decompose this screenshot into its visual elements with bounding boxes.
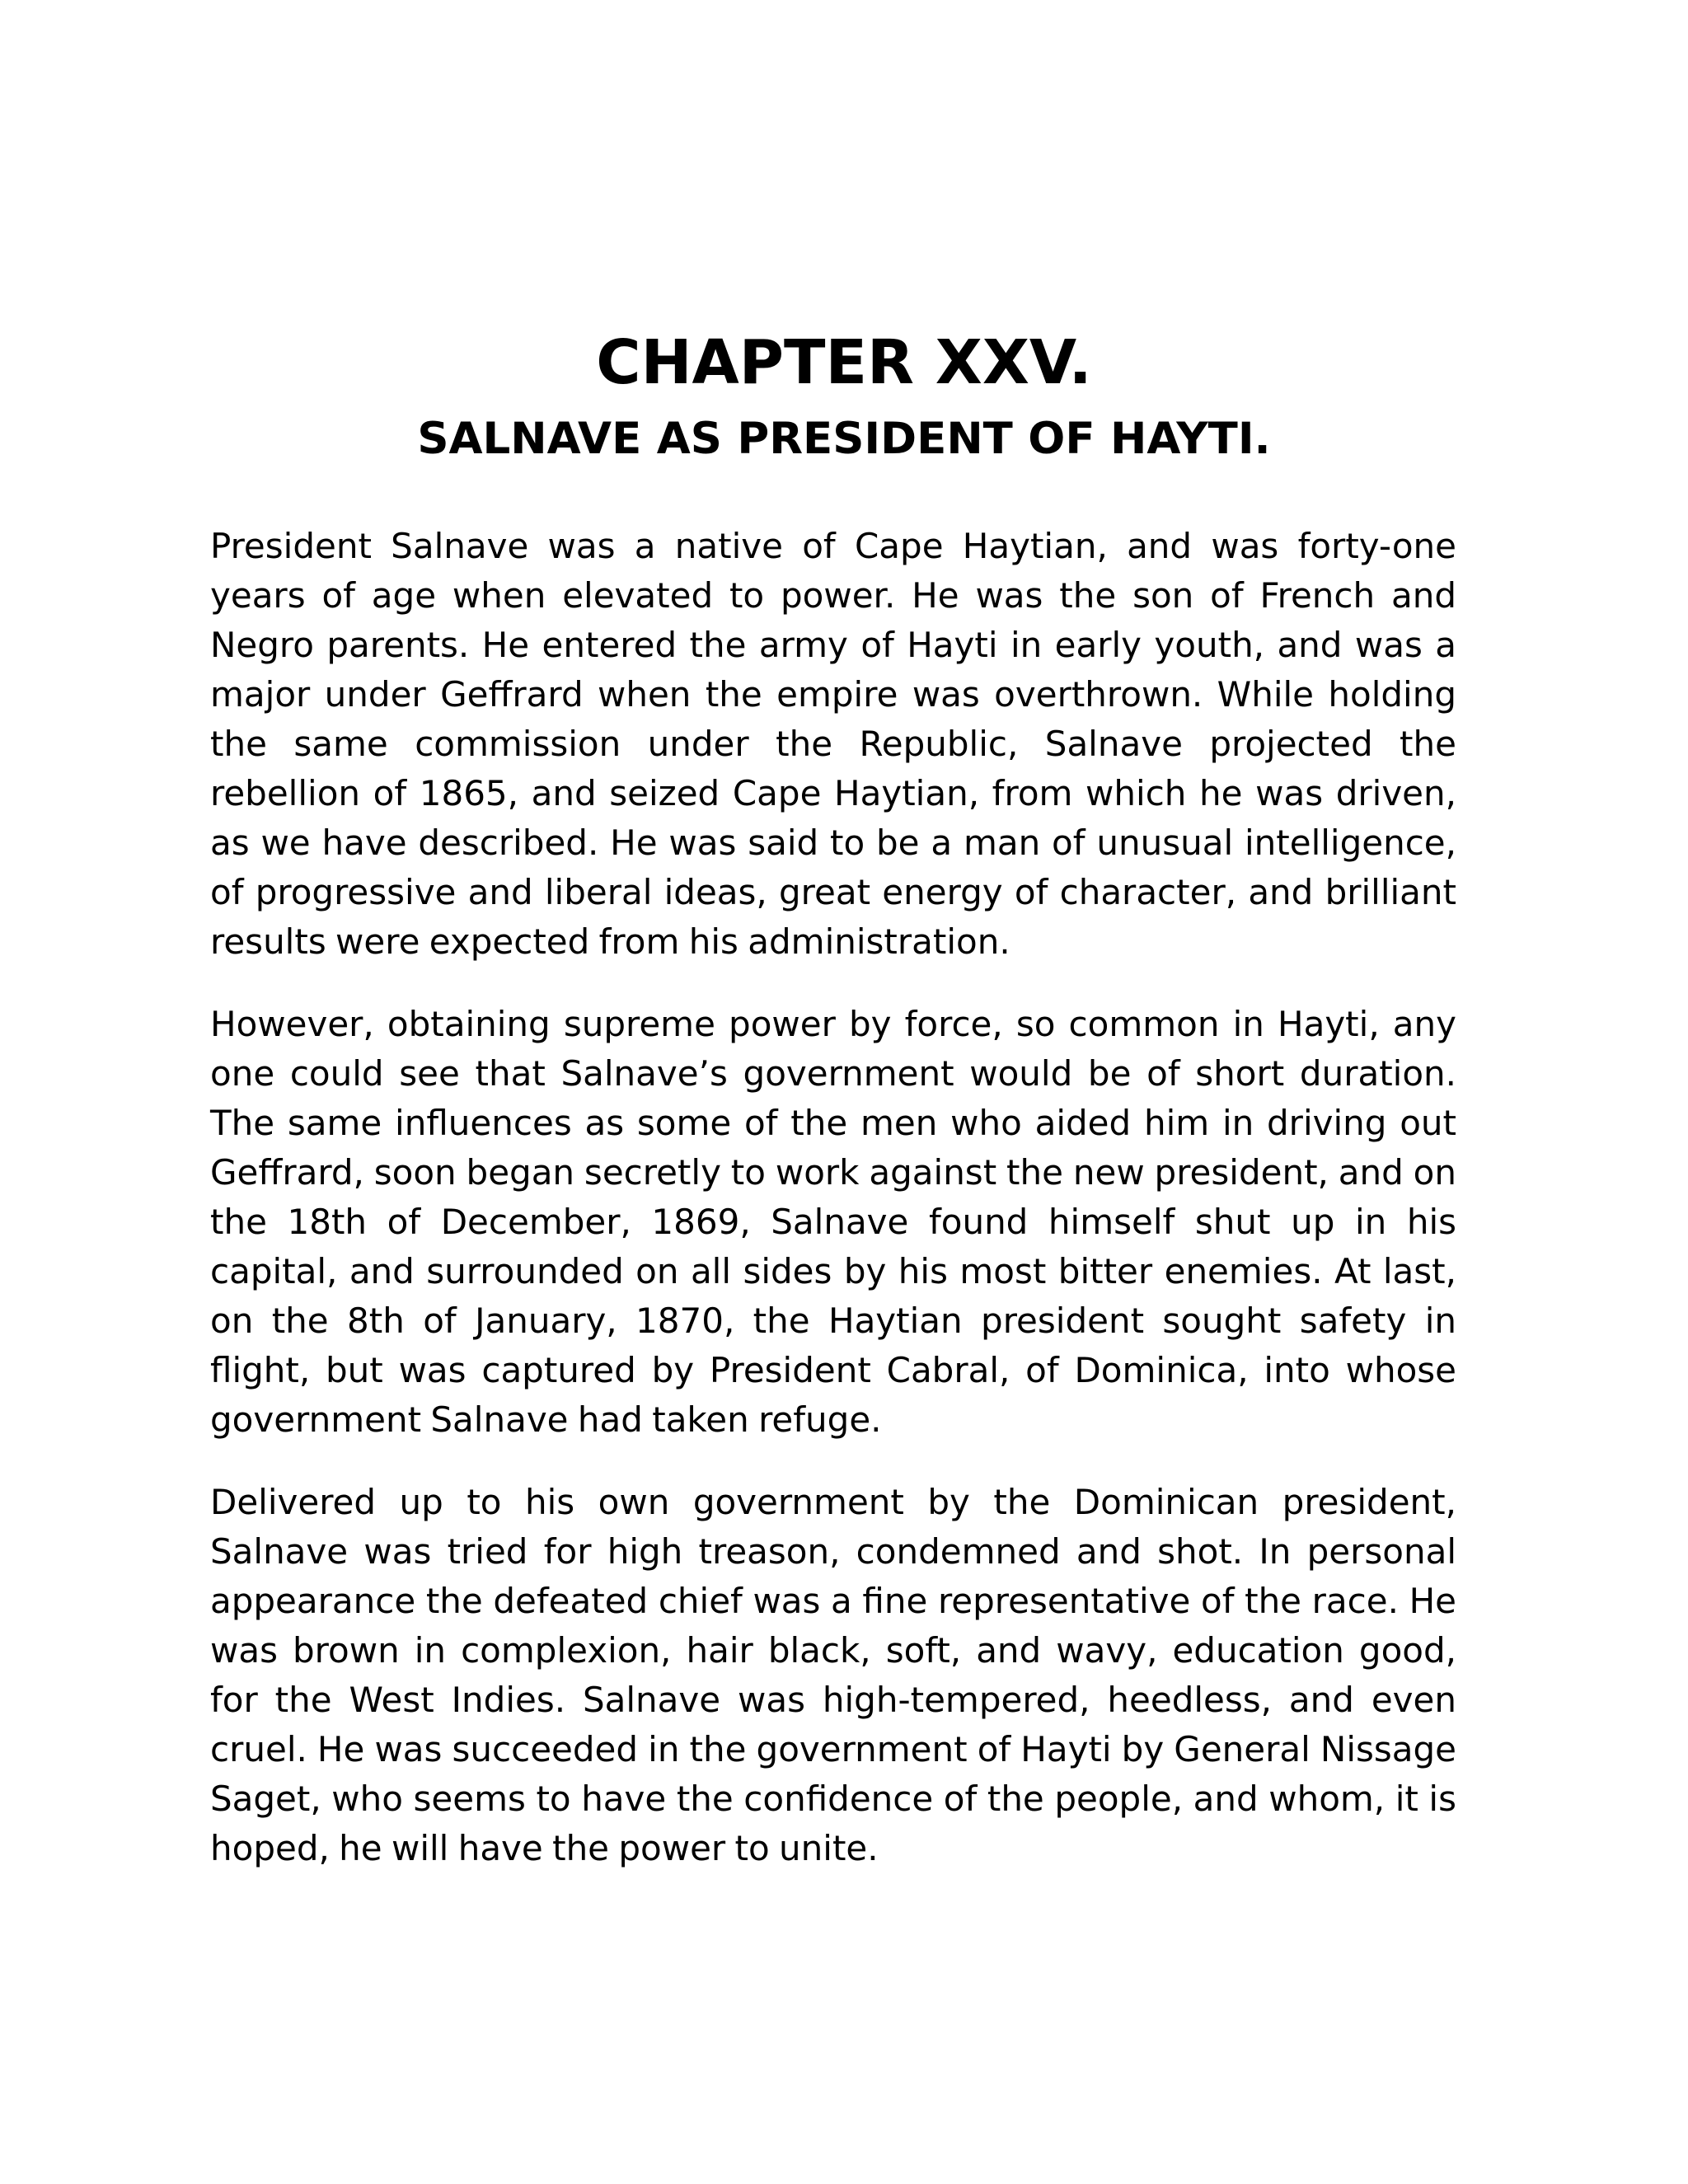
chapter-body bbox=[210, 522, 1456, 1906]
paragraph: President Salnave was a native of Cape Haytian, and was forty-one years of age when elevated to power. He was the son of French and Negro parents. He entered the army of Hayti in early youth, and was a major under Geffrard when the empire was overthrown. While holding the same commission under the Republic, Salnave projected the rebellion of 1865, and seized Cape Haytian, from which he was driven, as we have described. He was said to be a man of unusual intelligence, of progressive and liberal ideas, great energy of character, and brilliant results were expected from his administration. bbox=[210, 526, 1456, 962]
paragraph: However, obtaining supreme power by force, so common in Hayti, any one could see that Salnave’s government would be of short duration. The same influences as some of the men who aided him in driving out Geffrard, soon began secretly to work against the new president, and on the 18th of December, 1869, Salnave found himself shut up in his capital, and surrounded on all sides by his most bitter enemies. At last, on the 8th of January, 1870, the Haytian president sought safety in flight, but was captured by President Cabral, of Dominica, into whose government Salnave had taken refuge. bbox=[210, 1004, 1456, 1440]
paragraph: Delivered up to his own government by the Dominican president, Salnave was tried for high treason, condemned and shot. In personal appearance the defeated chief was a fine representative of the race. He was brown in complexion, hair black, soft, and wavy, education good, for the West Indies. Salnave was high-tempered, heedless, and even cruel. He was succeeded in the government of Hayti by General Nissage Saget, who seems to have the confidence of the people, and whom, it is hoped, he will have the power to unite. bbox=[210, 1482, 1456, 1868]
chapter-title: CHAPTER XXV. bbox=[596, 327, 1092, 398]
chapter-subtitle: SALNAVE AS PRESIDENT OF HAYTI. bbox=[417, 414, 1271, 464]
